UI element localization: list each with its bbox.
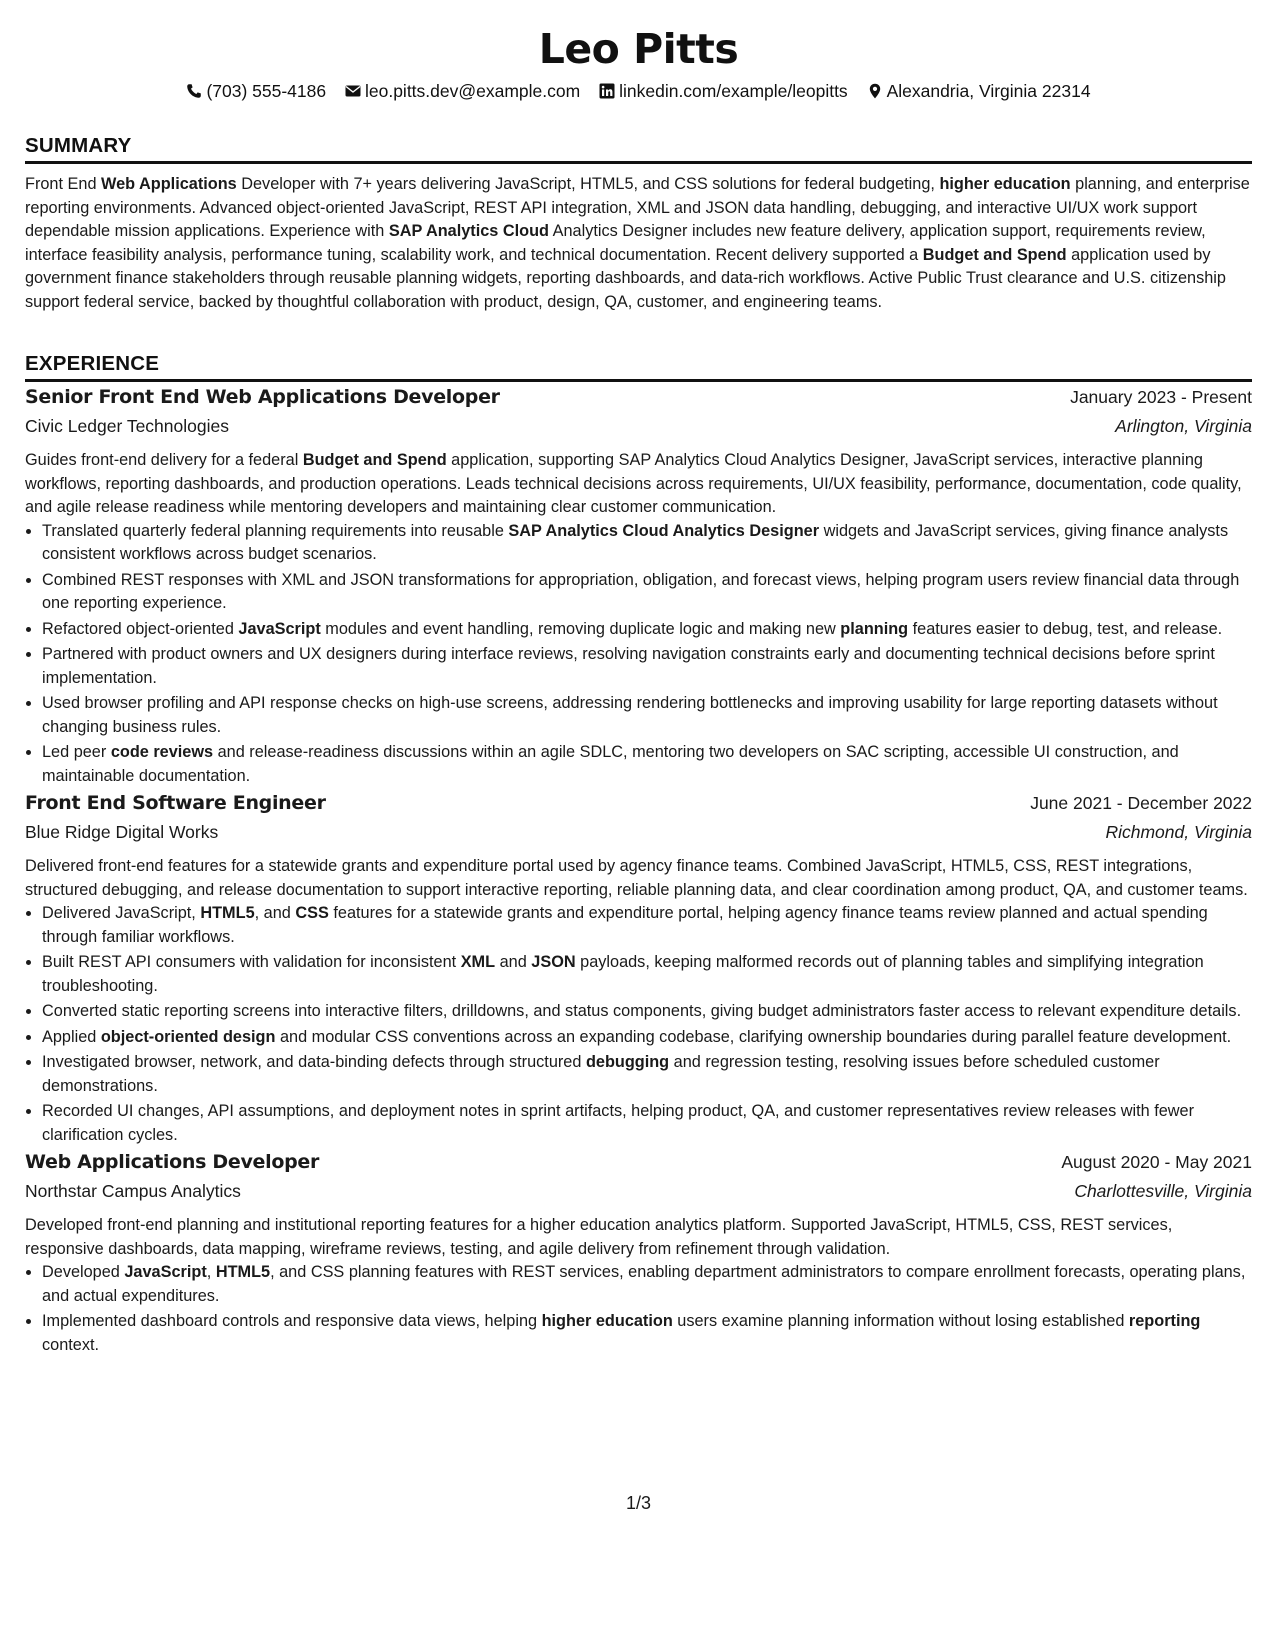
- company-name: Northstar Campus Analytics: [25, 1181, 241, 1201]
- bold-keyword: object-oriented design: [100, 1027, 276, 1046]
- job-header: [25, 1151, 1252, 1181]
- text-run: features for a statewide grants and expenditure portal, helping agency finance teams review planned and actual spending through familiar workflows.: [42, 904, 1208, 946]
- text-run: users examine planning information without losing established: [672, 1312, 1129, 1330]
- summary-text: [25, 173, 1252, 314]
- text-run: Partnered with product owners and UX designers during interface reviews, resolving navigation constraints early and documenting technical decisions before sprint implementation.: [42, 645, 1215, 687]
- text-run: payloads, keeping malformed records out of planning tables and simplifying integration troubleshooting.: [42, 953, 1204, 995]
- text-run: , and: [254, 904, 296, 922]
- resume-page: [25, 0, 1252, 1650]
- job-description: [25, 1214, 1252, 1261]
- job-location: Arlington, Virginia: [1115, 416, 1252, 436]
- text-run: Led peer: [42, 743, 111, 761]
- text-run: Developer with 7+ years delivering JavaScript, HTML5, and CSS solutions for federal budgeting,: [236, 175, 940, 193]
- bold-keyword: reporting: [1128, 1312, 1201, 1330]
- bold-keyword: JavaScript: [124, 1263, 207, 1281]
- location-text: Alexandria, Virginia 22314: [886, 81, 1091, 101]
- job-entry: [25, 792, 1252, 1147]
- experience-list: [25, 386, 1252, 1361]
- bold-keyword: Web Applications: [101, 175, 237, 193]
- text-run: Applied: [42, 1027, 101, 1046]
- bullet-item: [42, 1100, 1252, 1147]
- text-run: Combined REST responses with XML and JSON transformations for appropriation, obligation, and forecast views, helping program users review financial data through one reporting experience.: [42, 570, 1240, 612]
- bullet-item: [42, 1261, 1252, 1308]
- job-dates: January 2023 - Present: [1070, 387, 1252, 407]
- text-run: planning, and enterprise reporting environments. Advanced object-oriented JavaScript, REST API integration, XML and JSON data handling, debugging, and interactive UI/UX work support dependable mission applications. Experience with: [25, 175, 1250, 240]
- job-bullets: [25, 520, 1252, 789]
- text-run: ,: [206, 1263, 216, 1281]
- job-description: [25, 855, 1252, 902]
- bullet-item: [42, 1051, 1252, 1098]
- company-name: Civic Ledger Technologies: [25, 416, 229, 436]
- text-run: Built REST API consumers with validation for inconsistent: [42, 953, 461, 971]
- bold-keyword: SAP Analytics Cloud: [388, 222, 549, 240]
- bold-keyword: SAP Analytics Cloud Analytics Designer: [508, 521, 820, 540]
- bullet-item: [42, 643, 1252, 690]
- text-run: Developed: [42, 1263, 125, 1281]
- bullet-item: [42, 1310, 1252, 1357]
- text-run: and regression testing, resolving issues before scheduled customer demonstrations.: [42, 1053, 1160, 1095]
- text-run: and: [495, 953, 532, 971]
- text-run: features easier to debug, test, and release.: [908, 619, 1223, 638]
- bold-keyword: planning: [840, 619, 909, 638]
- job-location: Richmond, Virginia: [1105, 822, 1252, 842]
- phone-text: (703) 555-4186: [206, 81, 327, 101]
- contact-linkedin[interactable]: [599, 78, 848, 104]
- text-run: Developed front-end planning and institutional reporting features for a higher education analytics platform. Supported JavaScript, HTML5, CSS, REST services, responsive dashboards, data mapping, wireframe reviews, testing, and agile delivery from refinement through validation.: [25, 1216, 1173, 1258]
- bold-keyword: higher education: [541, 1312, 673, 1330]
- bold-keyword: HTML5: [200, 904, 255, 922]
- phone-icon: [186, 83, 202, 99]
- text-run: widgets and JavaScript services, giving finance analysts consistent workflows across budget scenarios.: [42, 521, 1229, 563]
- job-header: [25, 792, 1252, 822]
- bullet-item: [42, 618, 1252, 642]
- bullet-item: [42, 1000, 1252, 1024]
- bold-keyword: HTML5: [215, 1263, 271, 1281]
- bold-keyword: XML: [460, 953, 496, 971]
- job-entry: [25, 1151, 1252, 1357]
- job-entry: [25, 386, 1252, 788]
- bold-keyword: Budget and Spend: [302, 451, 447, 469]
- text-run: Implemented dashboard controls and responsive data views, helping: [42, 1312, 542, 1330]
- contact-location: [867, 78, 1091, 104]
- text-run: Refactored object-oriented: [42, 619, 239, 638]
- contact-bar: [25, 78, 1252, 104]
- text-run: application used by government finance stakeholders through reusable planning widgets, reporting dashboards, and data-rich workflows. Active Public Trust clearance and U.S. citizenship support federal service, backed by thoughtful collaboration with product, design, QA, customer, and engineering teams.: [25, 245, 1226, 311]
- contact-phone: [186, 78, 326, 104]
- bold-keyword: code reviews: [110, 743, 214, 761]
- bullet-item: [42, 741, 1252, 788]
- text-run: Guides front-end delivery for a federal: [25, 451, 303, 469]
- text-run: Converted static reporting screens into interactive filters, drilldowns, and status components, giving budget administrators faster access to relevant expenditure details.: [42, 1002, 1242, 1020]
- text-run: , and CSS planning features with REST services, enabling department administrators to compare enrollment forecasts, operating plans, and actual expenditures.: [42, 1263, 1246, 1305]
- bold-keyword: JavaScript: [238, 619, 321, 638]
- contact-email[interactable]: [345, 78, 580, 104]
- text-run: Used browser profiling and API response checks on high-use screens, addressing rendering bottlenecks and improving usability for large reporting datasets without changing business rules.: [42, 694, 1218, 736]
- bullet-item: [42, 520, 1252, 567]
- bullet-item: [42, 902, 1252, 949]
- job-subheader: [25, 822, 1252, 852]
- summary-heading: SUMMARY: [25, 134, 1252, 164]
- bullet-item: [42, 951, 1252, 998]
- job-location: Charlottesville, Virginia: [1074, 1181, 1252, 1201]
- linkedin-icon: [599, 83, 615, 99]
- envelope-icon: [345, 83, 361, 99]
- bold-keyword: JSON: [531, 953, 576, 971]
- text-run: and modular CSS conventions across an expanding codebase, clarifying ownership boundaries during parallel feature development.: [275, 1027, 1232, 1046]
- text-run: Investigated browser, network, and data-binding defects through structured: [42, 1053, 586, 1071]
- text-run: modules and event handling, removing duplicate logic and making new: [320, 619, 841, 638]
- job-title: Web Applications Developer: [25, 1151, 320, 1173]
- bullet-item: [42, 1026, 1252, 1050]
- text-run: Front End: [25, 175, 102, 193]
- job-title: Front End Software Engineer: [25, 792, 326, 814]
- bold-keyword: debugging: [585, 1053, 670, 1071]
- text-run: context.: [42, 1335, 100, 1354]
- job-dates: August 2020 - May 2021: [1061, 1152, 1252, 1172]
- text-run: Recorded UI changes, API assumptions, and deployment notes in sprint artifacts, helping product, QA, and customer representatives review releases with fewer clarification cycles.: [42, 1102, 1195, 1144]
- job-bullets: [25, 902, 1252, 1147]
- linkedin-text: linkedin.com/example/leopitts: [619, 81, 848, 101]
- job-description: [25, 449, 1252, 520]
- text-run: Translated quarterly federal planning requirements into reusable: [42, 521, 509, 540]
- bullet-item: [42, 569, 1252, 616]
- bold-keyword: higher education: [939, 175, 1071, 193]
- page-number: 1/3: [625, 1493, 652, 1513]
- job-header: [25, 386, 1252, 416]
- text-run: and release-readiness discussions within an agile SDLC, mentoring two developers on SAC scripting, accessible UI construction, and maintainable documentation.: [42, 743, 1179, 785]
- candidate-name: Leo Pitts: [538, 25, 739, 73]
- bold-keyword: CSS: [295, 904, 329, 922]
- company-name: Blue Ridge Digital Works: [25, 822, 219, 842]
- text-run: application, supporting SAP Analytics Cloud Analytics Designer, JavaScript services, interactive planning workflows, reporting dashboards, and production operations. Leads technical decisions across requirements, UI/UX feasibility, performance, documentation, code quality, and agile release readiness while mentoring developers and maintaining clear customer communication.: [25, 451, 1242, 516]
- text-run: Delivered front-end features for a statewide grants and expenditure portal used by agency finance teams. Combined JavaScript, HTML5, CSS, REST integrations, structured debugging, and release documentation to support interactive reporting, reliable planning data, and clear coordination among product, QA, and customer teams.: [25, 857, 1248, 899]
- job-subheader: [25, 416, 1252, 446]
- job-title: Senior Front End Web Applications Developer: [25, 386, 500, 408]
- text-run: Analytics Designer includes new feature delivery, application support, requirements review, interface feasibility analysis, performance tuning, scalability work, and technical documentation. Recent delivery supported a: [25, 222, 1206, 264]
- job-dates: June 2021 - December 2022: [1030, 793, 1252, 813]
- text-run: Delivered JavaScript,: [42, 904, 201, 922]
- experience-heading: EXPERIENCE: [25, 352, 1252, 382]
- job-subheader: [25, 1181, 1252, 1211]
- bold-keyword: Budget and Spend: [922, 245, 1067, 264]
- map-pin-icon: [867, 83, 883, 99]
- job-bullets: [25, 1261, 1252, 1357]
- email-text: leo.pitts.dev@example.com: [364, 81, 581, 101]
- bullet-item: [42, 692, 1252, 739]
